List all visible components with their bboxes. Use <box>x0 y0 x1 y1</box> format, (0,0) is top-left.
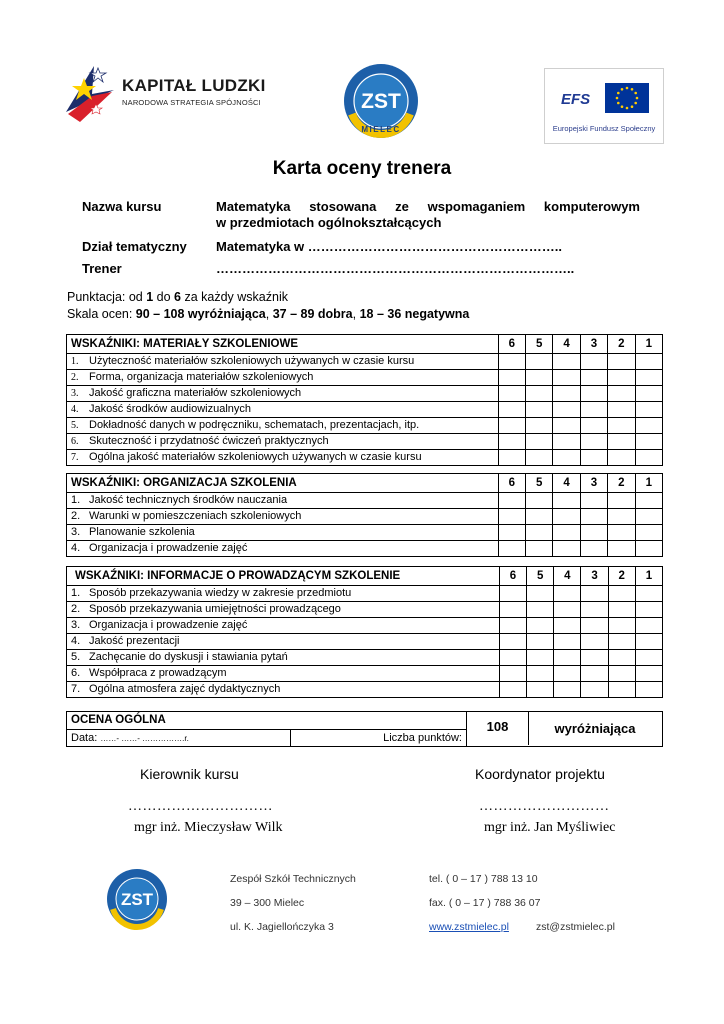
score-col-2: 2 <box>608 335 635 354</box>
table-row: 3. Jakość graficzna materiałów szkoleniowych <box>67 386 663 402</box>
kapital-ludzki-emblem-icon <box>66 60 122 128</box>
kapital-ludzki-logo <box>66 60 266 128</box>
points-value: 108 <box>467 712 529 745</box>
section-header: WSKAŹNIKI: INFORMACJE O PROWADZĄCYM SZKOLENIE <box>67 567 500 586</box>
trainer-label: Trener <box>82 261 122 276</box>
right-signature-line: ……………………… <box>479 799 610 814</box>
right-signature-role: Koordynator projektu <box>475 766 605 782</box>
overall-header: OCENA OGÓLNA <box>67 712 467 730</box>
left-signature-role: Kierownik kursu <box>140 766 239 782</box>
footer-fax: fax. ( 0 – 17 ) 788 36 07 <box>429 897 541 909</box>
table-row: 1. Sposób przekazywania wiedzy w zakresie przedmiotu <box>67 586 663 602</box>
score-col-1: 1 <box>635 335 662 354</box>
score-col-3: 3 <box>580 335 607 354</box>
date-value[interactable]: ……- ……- …………….r. <box>100 734 189 743</box>
efs-logo <box>544 68 664 144</box>
topic-value: Matematyka w ………………………………………………….. <box>216 239 562 254</box>
footer-street: ul. K. Jagiellończyka 3 <box>230 921 334 933</box>
zst-emblem-icon <box>105 867 169 931</box>
organization-table: WSKAŹNIKI: ORGANIZACJA SZKOLENIA 6 5 4 3 2 1 1. Jakość technicznych środków nauczania 2. Warunki w pomieszczeniach szkoleniowych 3. Planowanie szkolenia 4. Organizacja i prowadzenie zajęć <box>66 473 663 557</box>
section-header: WSKAŹNIKI: MATERIAŁY SZKOLENIOWE <box>67 335 499 354</box>
section-header: WSKAŹNIKI: ORGANIZACJA SZKOLENIA <box>67 474 499 493</box>
points-label: Liczba punktów: <box>291 730 467 746</box>
trainer-value: ……………………………………………………………………….. <box>216 261 575 276</box>
overall-rating-box <box>66 711 663 747</box>
course-info <box>82 199 640 279</box>
footer-postal: 39 – 300 Mielec <box>230 897 305 909</box>
table-row: 6. Skuteczność i przydatność ćwiczeń praktycznych <box>67 434 663 450</box>
page-title: Karta oceny trenera <box>272 158 452 179</box>
zst-emblem-icon <box>342 62 420 140</box>
score-col-5: 5 <box>526 335 553 354</box>
table-row: 5. Zachęcanie do dyskusji i stawiania pytań <box>67 650 663 666</box>
scoring-rules <box>67 289 469 323</box>
left-signature-line: ………………………… <box>128 799 273 814</box>
table-row: 3. Planowanie szkolenia <box>67 525 663 541</box>
eu-flag-icon <box>605 83 649 113</box>
kapital-ludzki-title: KAPITAŁ LUDZKI <box>122 76 266 95</box>
footer-phone: tel. ( 0 – 17 ) 788 13 10 <box>429 873 538 885</box>
footer-email: zst@zstmielec.pl <box>536 921 615 933</box>
table-row: 5. Dokładność danych w podręczniku, schematach, prezentacjach, itp. <box>67 418 663 434</box>
course-name-line1: Matematyka stosowana ze wspomaganiem komputerowym <box>216 199 640 214</box>
overall-rating: wyróżniająca <box>554 721 636 736</box>
footer-website-link[interactable]: www.zstmielec.pl <box>429 921 509 933</box>
kapital-ludzki-subtitle: NARODOWA STRATEGIA SPÓJNOŚCI <box>122 98 261 107</box>
zst-letters: ZST <box>361 90 401 113</box>
zst-city: MIELEC <box>361 125 401 134</box>
footer-school-name: Zespół Szkół Technicznych <box>230 873 356 885</box>
footer-zst-logo <box>105 867 169 931</box>
table-row: 2. Warunki w pomieszczeniach szkoleniowych <box>67 509 663 525</box>
course-name-line2: w przedmiotach ogólnokształcących <box>216 215 442 230</box>
table-row: 4. Jakość środków audiowizualnych <box>67 402 663 418</box>
course-name-label: Nazwa kursu <box>82 199 162 214</box>
topic-label: Dział tematyczny <box>82 239 187 254</box>
table-row: 2. Sposób przekazywania umiejętności prowadzącego <box>67 602 663 618</box>
left-signature-name: mgr inż. Mieczysław Wilk <box>134 820 283 835</box>
table-row: 2. Forma, organizacja materiałów szkoleniowych <box>67 370 663 386</box>
efs-caption: Europejski Fundusz Społeczny <box>552 124 656 133</box>
date-field <box>67 730 291 746</box>
table-row: 6. Współpraca z prowadzącym <box>67 666 663 682</box>
table-row: 4. Organizacja i prowadzenie zajęć <box>67 541 663 557</box>
efs-letters: EFS <box>561 91 591 108</box>
scoring-line: Punktacja: od 1 do 6 za każdy wskaźnik <box>67 290 288 304</box>
table-row: 4. Jakość prezentacji <box>67 634 663 650</box>
trainer-info-table: WSKAŹNIKI: INFORMACJE O PROWADZĄCYM SZKOLENIE 6 5 4 3 2 1 1. Sposób przekazywania wiedzy w zakresie przedmiotu 2. Sposób przekazywania umiejętności prowadzącego 3. Organizacja i prowadzenie zajęć 4. Jakość prezentacji 5. Zachęcanie do dyskusji i stawiania pytań 6. Współpraca z prowadzącym 7. Ogólna atmosfera zajęć dydaktycznych <box>66 566 663 698</box>
score-col-6: 6 <box>498 335 525 354</box>
date-label: Data: <box>71 732 98 744</box>
table-row: 1. Użyteczność materiałów szkoleniowych używanych w czasie kursu <box>67 354 663 370</box>
zst-school-logo <box>342 62 420 140</box>
rating-scale-line: Skala ocen: 90 – 108 wyróżniająca, 37 – 89 dobra, 18 – 36 negatywna <box>67 307 470 321</box>
table-row: 7. Ogólna jakość materiałów szkoleniowych używanych w czasie kursu <box>67 450 663 466</box>
footer-zst-letters: ZST <box>120 890 154 909</box>
table-row: 7. Ogólna atmosfera zajęć dydaktycznych <box>67 682 663 698</box>
table-row: 3. Organizacja i prowadzenie zajęć <box>67 618 663 634</box>
score-col-4: 4 <box>553 335 580 354</box>
materials-table <box>66 334 663 466</box>
right-signature-name: mgr inż. Jan Myśliwiec <box>484 820 616 835</box>
table-row: 1. Jakość technicznych środków nauczania <box>67 493 663 509</box>
